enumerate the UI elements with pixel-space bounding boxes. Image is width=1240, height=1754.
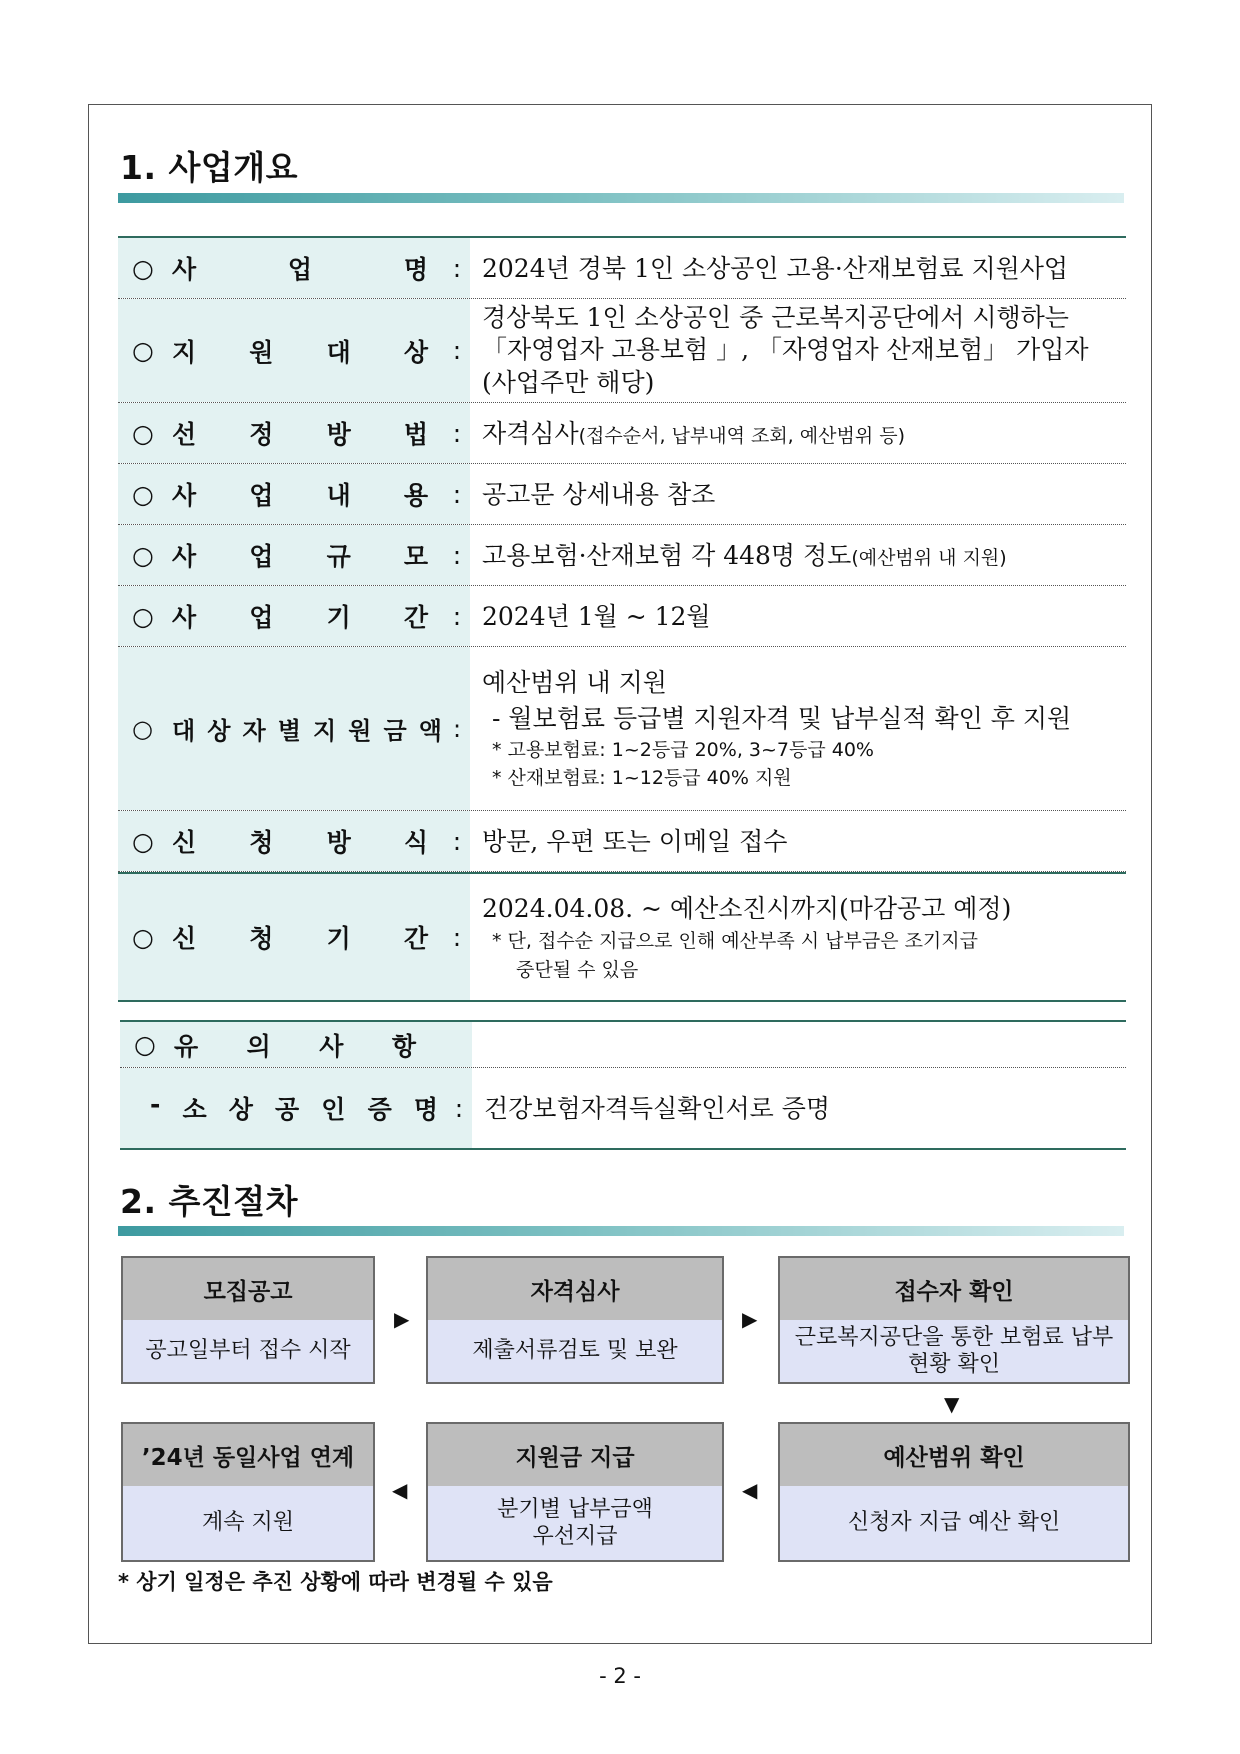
row-label: 신 청 기 간 <box>172 924 428 953</box>
overview-row-application-period: ○ 신 청 기 간 : 2024.04.08. ~ 예산소진시까지(마감공고 예정) * 단, 접수순 지급으로 인해 예산부족 시 납부금은 조기지급 중단될 수 있음 <box>118 872 1126 1002</box>
arrow-left-icon: ◀ <box>742 1478 758 1502</box>
row-value-note: * 단, 접수순 지급으로 인해 예산부족 시 납부금은 조기지급 <box>492 930 978 953</box>
circle-bullet-icon: ○ <box>132 922 154 952</box>
caution-table <box>120 1020 1126 1150</box>
flow-step-body: 공고일부터 접수 시작 <box>145 1338 351 1364</box>
row-label: 지 원 대 상 <box>172 337 428 367</box>
row-value-line: 「자영업자 고용보험 」, 「자영업자 산재보험」 가입자 <box>482 335 1089 365</box>
row-value-line: - 월보험료 등급별 지원자격 및 납부실적 확인 후 지원 <box>492 703 1072 733</box>
circle-bullet-icon: ○ <box>132 540 154 570</box>
arrow-right-icon: ▶ <box>742 1307 758 1331</box>
row-value-note: * 고용보험료: 1~2등급 20%, 3~7등급 40% <box>492 739 874 762</box>
flow-step-body: 계속 지원 <box>201 1510 294 1536</box>
row-value-note: * 산재보험료: 1~12등급 40% 지원 <box>492 766 792 789</box>
circle-bullet-icon: ○ <box>132 336 154 365</box>
caution-header-row <box>120 1022 1126 1068</box>
row-value: 2024년 경북 1인 소상공인 고용·산재보험료 지원사업 <box>482 253 1069 283</box>
row-value-line: (사업주만 해당) <box>482 367 655 397</box>
section-2-title-bar <box>118 1226 1124 1236</box>
overview-table <box>118 236 1126 1002</box>
footnote: * 상기 일정은 추진 상황에 따라 변경될 수 있음 <box>118 1570 553 1594</box>
row-value-detail: (접수순서, 납부내역 조회, 예산범위 등) <box>578 424 905 447</box>
overview-row-content: ○ 사 업 내 용 : 공고문 상세내용 참조 <box>118 464 1126 525</box>
row-value-detail: (예산범위 내 지원) <box>851 546 1007 569</box>
row-label: 사 업 기 간 <box>172 603 428 632</box>
overview-row-method: ○ 신 청 방 식 : 방문, 우편 또는 이메일 접수 <box>118 811 1126 872</box>
flow-step-head: 접수자 확인 <box>780 1258 1128 1320</box>
overview-row-amount: ○ 대 상 자 별 지 원 금 액 : 예산범위 내 지원 - 월보험료 등급별 지원자격 및 납부실적 확인 후 지원 * 고용보험료: 1~2등급 20%, 3~7등급 40% * 산재보험료: 1~12등급 40% 지원 <box>118 647 1126 811</box>
circle-bullet-icon: ○ <box>132 418 154 448</box>
row-value: 공고문 상세내용 참조 <box>482 479 716 509</box>
overview-row-period: ○ 사 업 기 간 : 2024년 1월 ~ 12월 <box>118 586 1126 647</box>
flow-step-screening <box>426 1256 724 1384</box>
flow-step-head: 자격심사 <box>428 1258 722 1320</box>
caution-label: 유 의 사 항 <box>174 1031 416 1061</box>
flow-step-applicant-check <box>778 1256 1130 1384</box>
row-value: 방문, 우편 또는 이메일 접수 <box>482 826 788 856</box>
row-label: 사 업 명 <box>172 255 428 284</box>
caution-sub-value: 건강보험자격득실확인서로 증명 <box>484 1093 831 1123</box>
flow-step-payment <box>426 1422 724 1562</box>
flow-step-body: 신청자 지급 예산 확인 <box>847 1510 1061 1536</box>
row-value-line: 예산범위 내 지원 <box>482 667 667 697</box>
row-label: 대 상 자 별 지 원 금 액 <box>172 717 442 745</box>
flow-step-continuation <box>121 1422 375 1562</box>
row-value: 고용보험·산재보험 각 448명 정도 <box>482 540 852 570</box>
section-1-title-bar <box>118 193 1124 203</box>
row-label: 사 업 내 용 <box>172 481 428 510</box>
row-value: 2024년 1월 ~ 12월 <box>482 601 711 631</box>
flow-step-recruitment <box>121 1256 375 1384</box>
flow-step-budget-check <box>778 1422 1130 1562</box>
overview-row-scale: ○ 사 업 규 모 : 고용보험·산재보험 각 448명 정도(예산범위 내 지원) <box>118 525 1126 586</box>
circle-bullet-icon: ○ <box>132 253 154 283</box>
circle-bullet-icon: ○ <box>132 479 154 509</box>
arrow-right-icon: ▶ <box>394 1307 410 1331</box>
flow-step-body: 제출서류검토 및 보완 <box>472 1338 678 1364</box>
circle-bullet-icon: ○ <box>132 601 154 631</box>
overview-row-target: ○ 지 원 대 상 : 경상북도 1인 소상공인 중 근로복지공단에서 시행하는 「자영업자 고용보험 」, 「자영업자 산재보험」 가입자 (사업주만 해당) <box>118 299 1126 403</box>
row-value-note: 중단될 수 있음 <box>516 958 639 981</box>
overview-row-business-name: ○ 사 업 명 : 2024년 경북 1인 소상공인 고용·산재보험료 지원사업 <box>118 238 1126 299</box>
caution-sub-label: - 소 상 공 인 증 명 <box>150 1090 438 1124</box>
flow-step-head: 지원금 지급 <box>428 1424 722 1486</box>
row-value-line: 2024.04.08. ~ 예산소진시까지(마감공고 예정) <box>482 893 1012 923</box>
circle-bullet-icon: ○ <box>134 1030 156 1059</box>
arrow-left-icon: ◀ <box>392 1478 408 1502</box>
row-label: 사 업 규 모 <box>172 542 428 571</box>
section-1-title: 1. 사업개요 <box>120 148 298 187</box>
row-label: 선 정 방 법 <box>172 420 428 449</box>
section-2-title: 2. 추진절차 <box>120 1182 298 1221</box>
flow-step-head: ’24년 동일사업 연계 <box>123 1424 373 1486</box>
circle-bullet-icon: ○ <box>132 714 153 743</box>
page-number: - 2 - <box>599 1664 641 1688</box>
row-value-line: 경상북도 1인 소상공인 중 근로복지공단에서 시행하는 <box>482 302 1069 332</box>
row-label: 신 청 방 식 <box>172 828 428 857</box>
flow-step-body: 분기별 납부금액 우선지급 <box>497 1496 653 1549</box>
row-value: 자격심사 <box>482 418 579 448</box>
flow-step-head: 모집공고 <box>123 1258 373 1320</box>
arrow-down-icon: ▼ <box>944 1392 960 1416</box>
overview-row-selection: ○ 선 정 방 법 : 자격심사(접수순서, 납부내역 조회, 예산범위 등) <box>118 403 1126 464</box>
circle-bullet-icon: ○ <box>132 826 154 856</box>
caution-row-proof: - 소 상 공 인 증 명 : 건강보험자격득실확인서로 증명 <box>120 1068 1126 1148</box>
flow-step-body: 근로복지공단을 통한 보험료 납부현황 확인 <box>794 1324 1114 1377</box>
flow-step-head: 예산범위 확인 <box>780 1424 1128 1486</box>
